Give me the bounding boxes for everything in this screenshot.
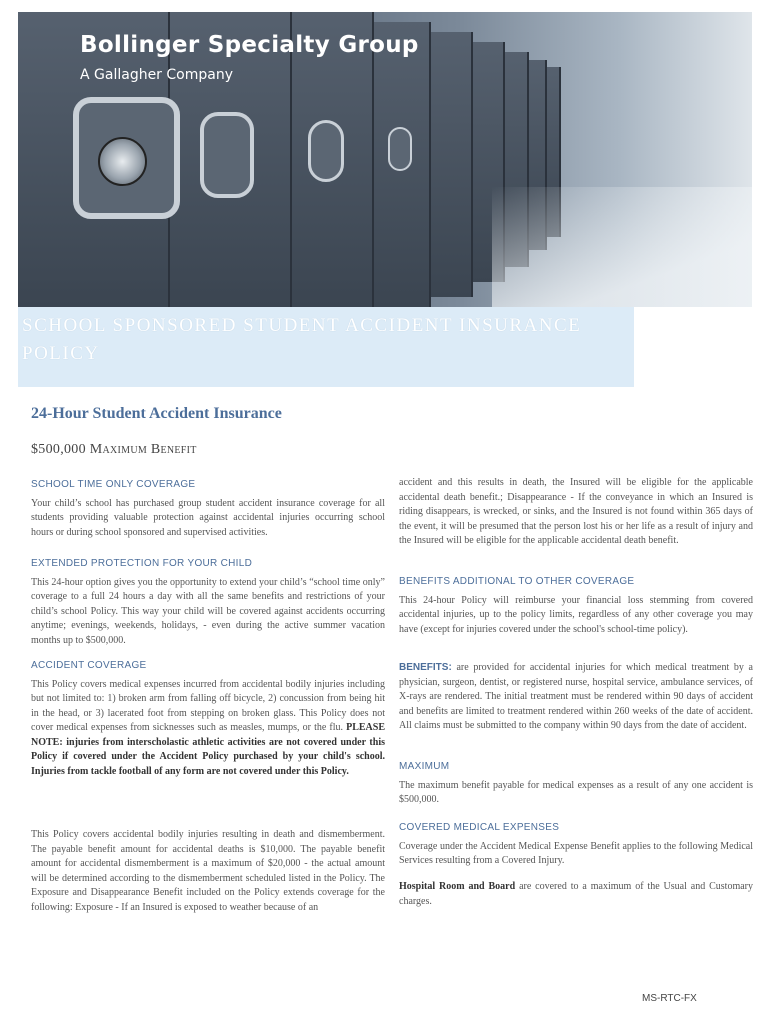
right-column xyxy=(399,760,753,808)
section-benefits-additional xyxy=(399,575,753,637)
section-text: The maximum benefit payable for medical expenses as a result of any one accident is $500,000. xyxy=(399,779,753,805)
right-column xyxy=(399,661,753,734)
right-column xyxy=(399,575,753,637)
document-subtitle: 24-Hour Student Accident Insurance xyxy=(31,405,282,422)
right-column xyxy=(399,476,753,549)
section-heading: EXTENDED PROTECTION FOR YOUR CHILD xyxy=(31,558,253,569)
right-column xyxy=(399,821,753,869)
left-column xyxy=(31,557,385,648)
left-column xyxy=(31,478,385,540)
hospital-label: Hospital Room and Board xyxy=(399,881,516,892)
section-text: Coverage under the Accident Medical Expense Benefit applies to the following Medical Services resulting from a Covered Injury. xyxy=(399,840,753,866)
section-benefits xyxy=(399,661,753,734)
right-column xyxy=(399,880,753,909)
continued-text: accident and this results in death, the Insured will be eligible for the applicable accidental death benefit.; Disappearance - If the conveyance in which an Insured is riding disappears, is wrecked, or sinks, and the Insured is not found within 365 days of the event, it will be presumed that the person lost his or her life as a result of injury and the Insured will be eligible for the applicable accidental death benefit. xyxy=(399,477,753,546)
section-school-time xyxy=(31,478,385,540)
section-death-dismemberment: This Policy covers accidental bodily injuries resulting in death and dismemberment. The payable benefit amount for accidental deaths is $10,000. The payable benefit amount for accidental dismemberment is a maximum of $20,000 - the actual amount will be determined according to the dismemberment scheduled listed in the Policy. The Exposure and Disappearance Benefit included on the Policy extends coverage for the following: Exposure - If an Insured is exposed to weather because of an xyxy=(31,829,385,913)
section-text: are provided for accidental injuries for which medical treatment by a physician, surgeon, dentist, or registered nurse, hospital service, ambulance services, of X-rays are rendered. The initial treatment must be rendered within 90 days of accident and benefits are limited to treatment rendered within 260 weeks of the date of accident. All claims must be submitted to the company within 90 days from the date of accident. xyxy=(399,662,753,731)
max-benefit-heading: $500,000 Maximum Benefit xyxy=(31,442,197,457)
section-heading: MAXIMUM xyxy=(399,761,450,772)
section-heading: COVERED MEDICAL EXPENSES xyxy=(399,822,560,833)
section-heading: ACCIDENT COVERAGE xyxy=(31,660,147,671)
section-maximum xyxy=(399,760,753,808)
section-text: This 24-hour option gives you the opportunity to extend your child’s “school time only” coverage to a full 24 hours a day with all the same benefits and restrictions of your child’s school Policy. This way your child will be covered against accidents occurring anytime; evenings, weekends, holidays, - even during the active summer vacation months up to $500,000. xyxy=(31,576,385,646)
locker-door xyxy=(431,32,473,297)
left-column xyxy=(31,659,385,779)
form-code: MS-RTC-FX xyxy=(642,993,697,1004)
left-column xyxy=(31,828,385,915)
document-title: SCHOOL SPONSORED STUDENT ACCIDENT INSURANCE POLICY xyxy=(22,315,582,364)
section-text: This Policy covers medical expenses incurred from accidental bodily injuries including but not limited to: 1) broken arm from falling off bicycle, 2) concussion from being hit in the head, or 3) lacerated foot from stepping on broken glass. This Policy does not cover medical expenses from sicknesses such as measles, mumps, or the flu. xyxy=(31,678,385,733)
section-heading: BENEFITS ADDITIONAL TO OTHER COVERAGE xyxy=(399,576,635,587)
section-text: Your child’s school has purchased group student accident insurance coverage for all students providing valuable protection against accidental injuries occurring school hours or during school sponsored and supervised activities. xyxy=(31,497,385,538)
section-covered-medical xyxy=(399,821,753,869)
hallway-floor xyxy=(492,187,752,307)
section-text: This 24-hour Policy will reimburse your financial loss stemming from covered accidental injuries, up to the policy limits, regardless of any other coverage you may have (except for injuries covered under the school's school-time policy). xyxy=(399,594,753,635)
please-note-text: PLEASE NOTE: injuries from interscholastic athletic activities are not covered under this Policy if covered under the Accident Policy purchased by your child's school. Injuries from tackle football of any form are not covered under this Policy. xyxy=(31,722,385,777)
brand-subtitle: A Gallagher Company xyxy=(80,67,233,83)
section-text: are covered to a maximum of the Usual and Customary charges. xyxy=(399,881,754,907)
section-accident-coverage xyxy=(31,659,385,779)
locker-handle xyxy=(308,120,344,182)
section-heading: SCHOOL TIME ONLY COVERAGE xyxy=(31,479,196,490)
locker-handle xyxy=(200,112,254,198)
section-extended-protection xyxy=(31,557,385,648)
combination-lock-dial xyxy=(98,137,147,186)
hero-locker-image xyxy=(18,12,752,307)
locker-handle xyxy=(388,127,412,171)
section-hospital-room xyxy=(399,880,753,909)
benefits-label: BENEFITS: xyxy=(399,662,452,673)
brand-title: Bollinger Specialty Group xyxy=(80,32,419,58)
